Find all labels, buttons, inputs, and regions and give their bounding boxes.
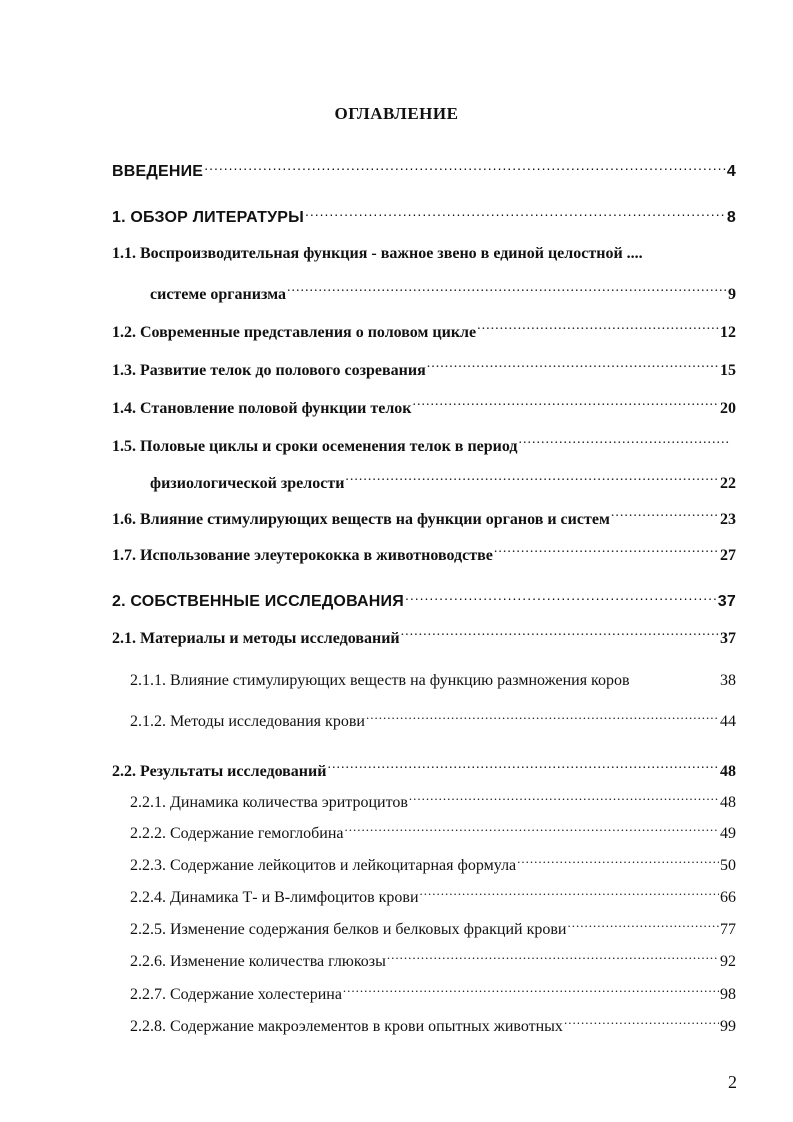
dot-leader [345, 822, 719, 838]
dot-leader [401, 627, 719, 643]
toc-entry-literature-review [112, 206, 736, 227]
toc-entry-own-research [112, 590, 736, 611]
toc-entry-text: 1.7. Использование элеутерококка в животноводстве [112, 547, 493, 564]
toc-entry-page: 4 [726, 163, 736, 180]
toc-entry-text: 1.4. Становление половой функции телок [112, 400, 412, 417]
toc-entry-page: 8 [726, 209, 736, 226]
toc-entry-page: 98 [720, 986, 736, 1003]
toc-entry-page: 37 [720, 630, 736, 647]
toc-entry-2-2 [112, 760, 736, 781]
toc-entry-text: 2.1. Материалы и методы исследований [112, 630, 400, 647]
toc-entry-2-2-8 [130, 1015, 736, 1036]
toc-entry-page: 48 [720, 763, 736, 780]
toc-entry-page: 77 [720, 921, 736, 938]
page-title: ОГЛАВЛЕНИЕ [334, 104, 459, 123]
page-number: 2 [728, 1072, 737, 1092]
toc-entry-text: 2.2.7. Содержание холестерина [130, 986, 342, 1003]
toc-entry-text: 2.2.8. Содержание макроэлементов в крови опытных животных [130, 1018, 563, 1035]
dot-leader [345, 472, 719, 488]
toc-entry-2-2-5 [130, 918, 736, 939]
dot-leader [477, 321, 719, 337]
dot-leader [611, 508, 719, 524]
dot-leader [420, 886, 719, 902]
dot-leader [631, 669, 719, 685]
toc-entry-2-2-4 [130, 886, 736, 907]
toc-entry-2-2-3 [130, 854, 736, 875]
toc-entry-page: 23 [720, 511, 736, 528]
toc-entry-page: 15 [720, 362, 736, 379]
toc-entry-text: 1.5. Половые циклы и сроки осеменения телок в период [112, 438, 518, 455]
toc-entry-page: 66 [720, 889, 736, 906]
dot-leader [564, 1015, 719, 1031]
dot-leader [517, 854, 719, 870]
toc-entry-1-6 [112, 508, 736, 529]
toc-entry-text: 2.2.2. Содержание гемоглобина [130, 825, 344, 842]
toc-entry-1-5-continued [150, 472, 736, 493]
dot-leader [204, 160, 726, 176]
dot-leader [387, 950, 719, 966]
toc-entry-2-2-2 [130, 822, 736, 843]
toc-entry-text: ВВЕДЕНИЕ [112, 163, 204, 180]
dot-leader [327, 760, 719, 776]
dot-leader [567, 918, 719, 934]
toc-entry-1-4 [112, 397, 736, 418]
dot-leader [343, 983, 719, 999]
toc-entry-2-1 [112, 627, 736, 648]
toc-entry-2-2-6 [130, 950, 736, 971]
dot-leader [413, 397, 719, 413]
toc-entry-page: 48 [720, 794, 736, 811]
toc-entry-text: 1.2. Современные представления о половом цикле [112, 324, 477, 341]
toc-entry-1-3 [112, 359, 736, 380]
toc-entry-1-1 [112, 245, 736, 263]
toc-entry-1-1-continued [150, 283, 736, 304]
toc-entry-text: 2.2.6. Изменение количества глюкозы [130, 953, 386, 970]
toc-entry-text: системе организма [150, 286, 286, 303]
toc-entry-page: 9 [728, 286, 736, 303]
toc-entry-text: 1.3. Развитие телок до полового созревания [112, 362, 426, 379]
toc-entry-1-5 [112, 435, 732, 456]
toc-entry-text: 2.2.4. Динамика Т- и В-лимфоцитов крови [130, 889, 419, 906]
dot-leader [519, 435, 731, 451]
toc-entry-text: 1. ОБЗОР ЛИТЕРАТУРЫ [112, 209, 304, 226]
toc-entry-page: 12 [720, 324, 736, 341]
toc-entry-text: 2.2.1. Динамика количества эритроцитов [130, 794, 408, 811]
toc-entry-page: 99 [720, 1018, 736, 1035]
toc-entry-page: 37 [717, 593, 736, 610]
toc-entry-text: 1.6. Влияние стимулирующих веществ на функции органов и систем [112, 511, 610, 528]
toc-entry-2-1-1 [130, 669, 736, 690]
toc-entry-page: 50 [720, 857, 736, 874]
toc-entry-2-2-1 [130, 791, 736, 812]
toc-entry-2-1-2 [130, 710, 736, 731]
toc-entry-text: 2. СОБСТВЕННЫЕ ИССЛЕДОВАНИЯ [112, 593, 404, 610]
toc-entry-text: 2.1.1. Влияние стимулирующих веществ на функцию размножения коров [130, 672, 630, 689]
toc-entry-page: 44 [720, 713, 736, 730]
toc-entry-text: 1.1. Воспроизводительная функция - важное звено в единой целостной [112, 245, 623, 262]
toc-entry-text: физиологической зрелости [150, 475, 345, 492]
toc-entry-page: 22 [720, 475, 736, 492]
toc-entry-text: 2.2. Результаты исследований [112, 763, 327, 780]
toc-entry-text: 2.2.5. Изменение содержания белков и белковых фракций крови [130, 921, 567, 938]
dot-leader [409, 791, 719, 807]
toc-entry-introduction [112, 160, 736, 181]
dot-leader [366, 710, 719, 726]
dot-leader [427, 359, 719, 375]
toc-entry-page: 49 [720, 825, 736, 842]
toc-entry-page: 92 [720, 953, 736, 970]
toc-entry-page: 20 [720, 400, 736, 417]
toc-entry-1-7 [112, 544, 736, 565]
toc-entry-page: .... [626, 245, 643, 262]
toc-entry-page: 38 [720, 672, 736, 689]
dot-leader [287, 283, 727, 299]
toc-entry-2-2-7 [130, 983, 736, 1004]
toc-entry-page: 27 [720, 547, 736, 564]
dot-leader [494, 544, 719, 560]
dot-leader [405, 590, 717, 606]
toc-entry-text: 2.1.2. Методы исследования крови [130, 713, 365, 730]
toc-entry-text: 2.2.3. Содержание лейкоцитов и лейкоцитарная формула [130, 857, 517, 874]
toc-entry-1-2 [112, 321, 736, 342]
dot-leader [305, 206, 726, 222]
